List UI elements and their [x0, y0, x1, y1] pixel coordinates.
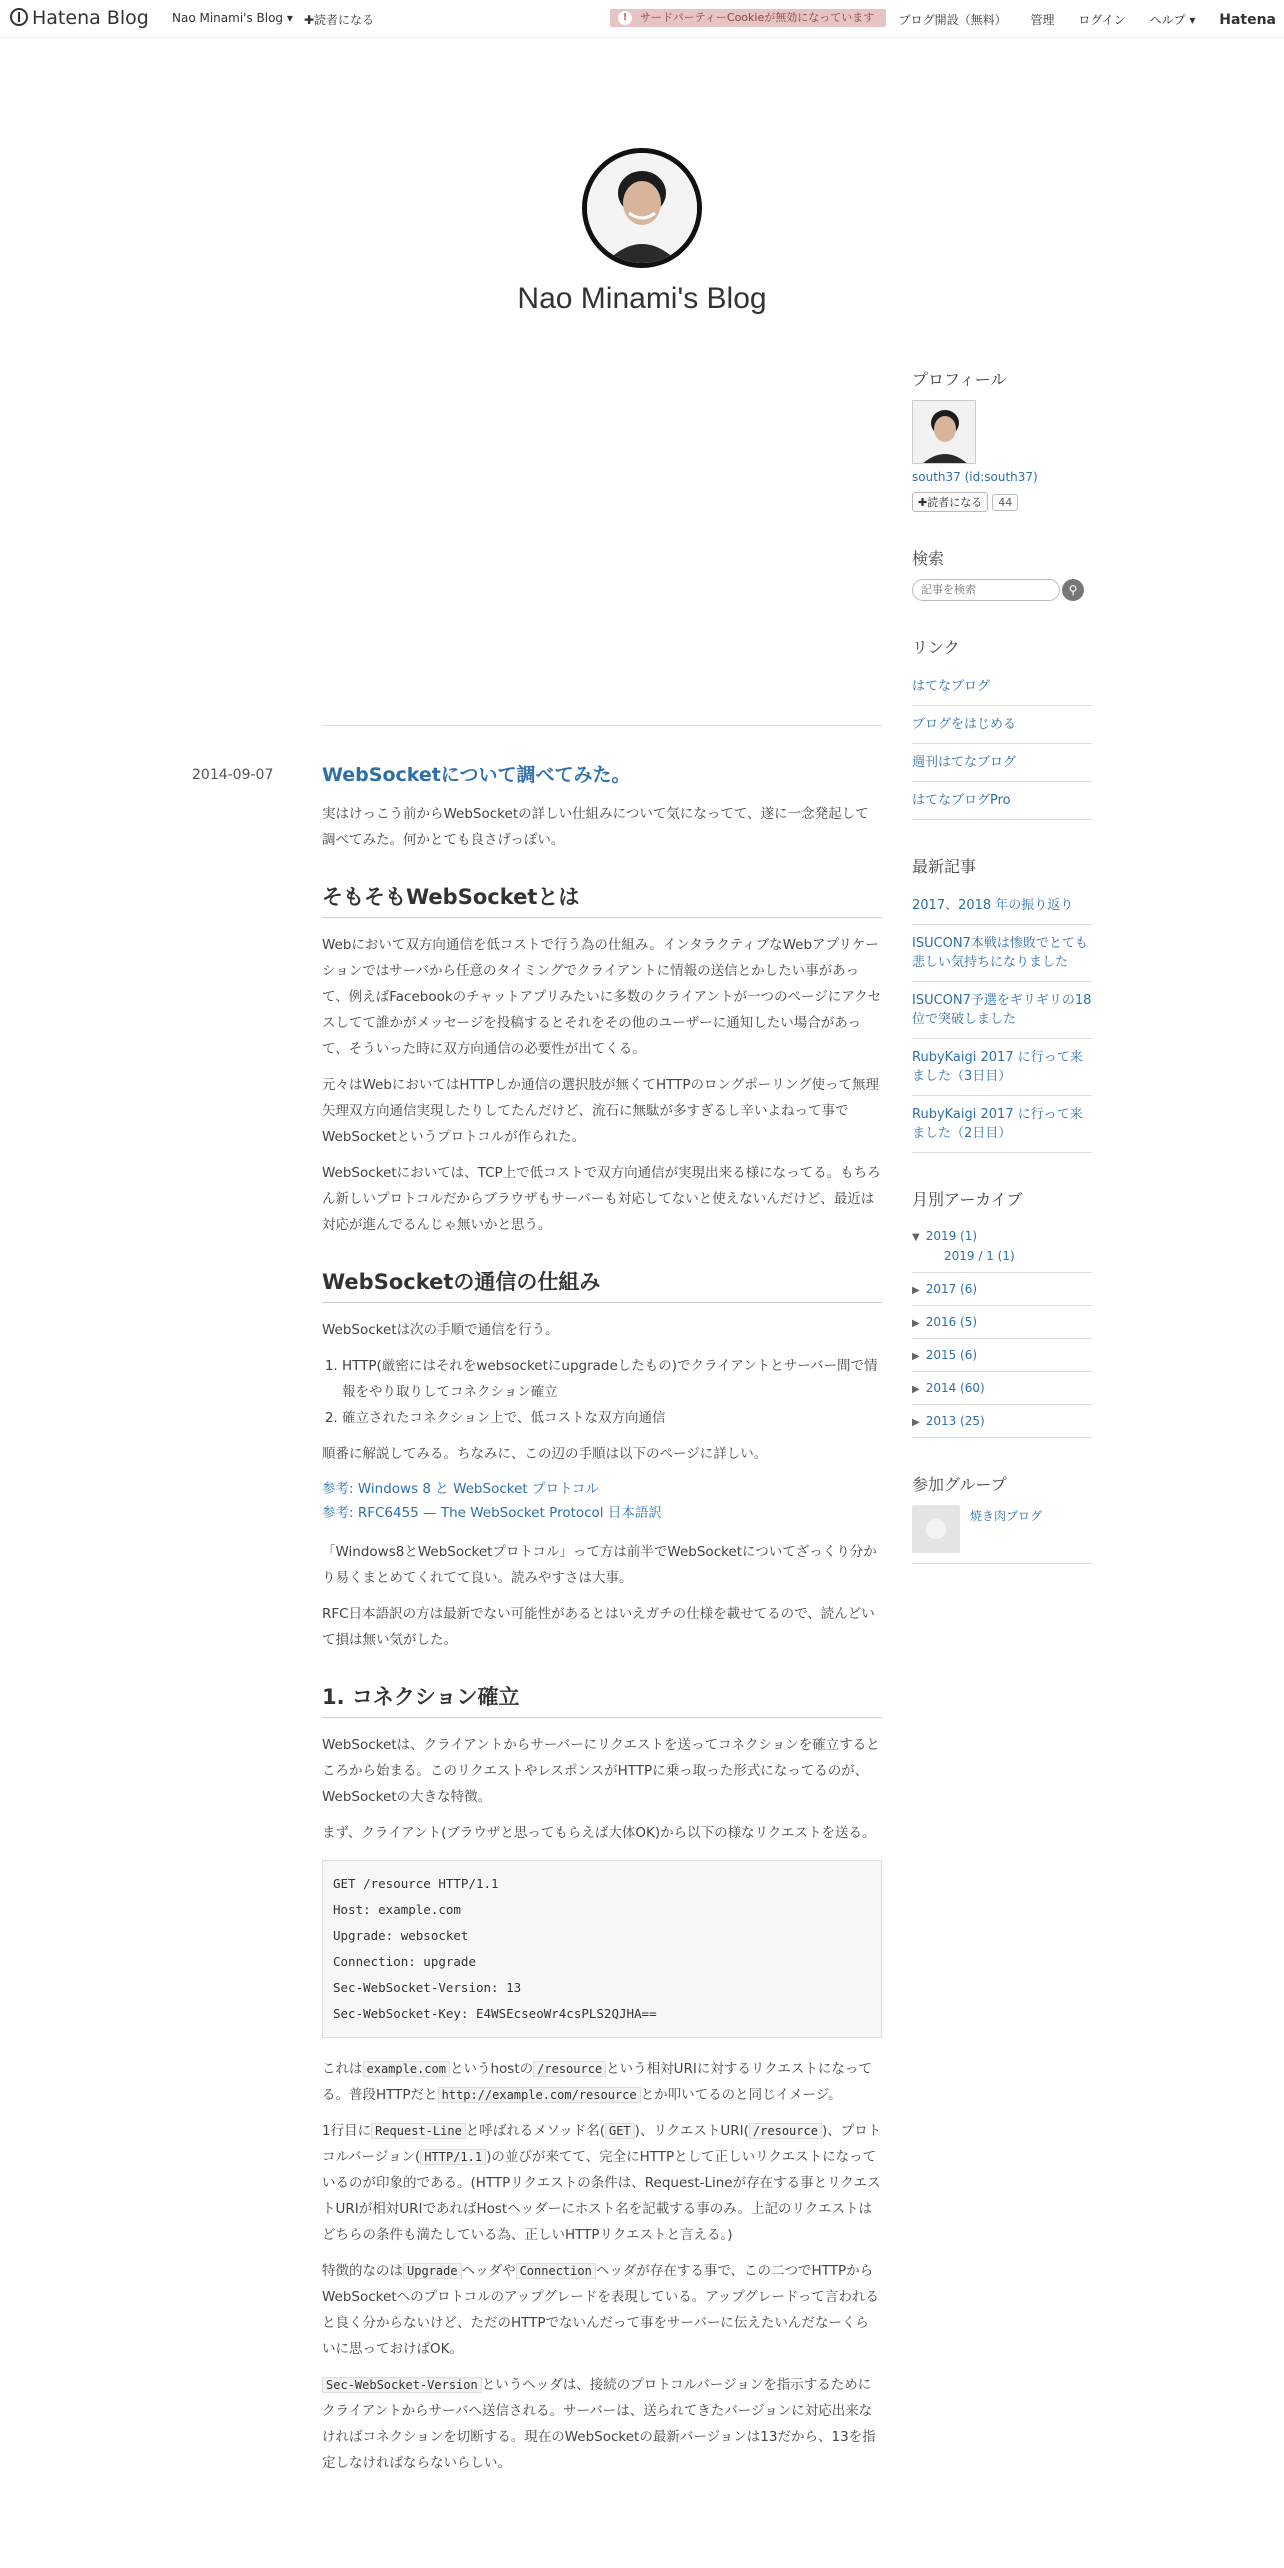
link-item[interactable]: ブログをはじめる [912, 706, 1092, 744]
cookie-notice[interactable] [610, 9, 886, 27]
entry-content [322, 760, 882, 2486]
archive-year[interactable]: ▶ 2014 (60) [912, 1372, 1092, 1405]
triangle-right-icon: ▶ [912, 1384, 920, 1395]
profile-avatar[interactable] [912, 400, 976, 464]
search-input[interactable] [912, 579, 1060, 601]
group-link[interactable]: 焼き肉ブログ [970, 1509, 1043, 1523]
logo-text: Hatena Blog [32, 7, 149, 29]
search-icon[interactable]: ⚲ [1062, 579, 1084, 601]
hatena-logo-icon [10, 8, 28, 26]
reference-link-rfc6455[interactable]: 参考: RFC6455 — The WebSocket Protocol 日本語訳 [322, 1505, 662, 1521]
list-item: 2. 確立されたコネクション上で、低コストな双方向通信 [342, 1405, 882, 1431]
inline-code: GET [605, 2123, 635, 2139]
reference-link-windows8[interactable]: 参考: Windows 8 と WebSocket プロトコル [322, 1481, 599, 1497]
recent-post-link[interactable]: ISUCON7予選をギリギリの18位で突破しました [912, 982, 1092, 1039]
section-heading: 1. コネクション確立 [322, 1681, 882, 1718]
recent-post-link[interactable]: ISUCON7本戦は惨敗でとても悲しい気持ちになりました [912, 925, 1092, 982]
module-heading: 参加グループ [912, 1475, 1007, 1494]
paragraph: まず、クライアント(ブラウザと思ってもらえば大体OK)から以下の様なリクエストを送る。 [322, 1825, 876, 1841]
inline-code: Request-Line [371, 2123, 466, 2139]
archive-year[interactable]: ▶ 2013 (25) [912, 1405, 1092, 1438]
start-blog-link[interactable]: ブログ開設（無料） [898, 13, 1007, 27]
follow-button[interactable]: ✚読者になる [912, 492, 988, 512]
blog-avatar[interactable] [582, 148, 702, 268]
entry-date[interactable]: 2014-09-07 [192, 767, 274, 783]
code-line: Sec-WebSocket-Key: E4WSEcseoWr4csPLS2QJHA== [333, 2006, 657, 2021]
triangle-right-icon: ▶ [912, 1285, 920, 1296]
code-line: Upgrade: websocket [333, 1928, 469, 1943]
paragraph: Sec-WebSocket-Version というヘッダは、接続のプロトコルバージョンを指示するためにクライアントからサーバへ送信される。サーバーは、送られてきたバージョンに対応出来なければコネクションを切断する。現在のWebSocketの最新バージョンは13だから、13を指定しなければならないらしい。 [322, 2377, 876, 2471]
manage-link[interactable]: 管理 [1030, 13, 1055, 27]
archive-year[interactable]: ▶ 2017 (6) [912, 1273, 1092, 1306]
subscribe-button[interactable]: ✚読者になる [304, 13, 375, 27]
paragraph: Webにおいて双方向通信を低コストで行う為の仕組み。インタラクティブなWebアプリケーションではサーバから任意のタイミングでクライアントに情報の送信とかしたい事があって、例えばFacebookのチャットアプリみたいに多数のクライアントが一つのページにアクセスしてて誰かがメッセージを投稿するとそれをその他のユーザーに通知したい場合があって、そういった時に双方向通信の必要性が出てくる。 [322, 937, 882, 1057]
login-link[interactable]: ログイン [1078, 13, 1126, 27]
archive-year[interactable]: ▶ 2015 (6) [912, 1339, 1092, 1372]
inline-code: Sec-WebSocket-Version [322, 2377, 482, 2393]
recent-posts-module [912, 854, 1092, 1153]
archive-month-link[interactable]: 2019 / 1 (1) [944, 1249, 1015, 1263]
archive-year-2019[interactable]: ▼ 2019 (1) 2019 / 1 (1) [912, 1220, 1092, 1273]
paragraph: 特徴的なのは Upgrade ヘッダや Connection ヘッダが存在する事で、この二つでHTTPからWebSocketへのプロトコルのアップグレードを表現している。アップグレードって言われると良く分からないけど、ただのHTTPでないんだって事をサーバーに伝えたいんだなーくらいに思っておけばOK。 [322, 2263, 879, 2357]
link-item[interactable]: 週刊はてなブログ [912, 744, 1092, 782]
archive-module [912, 1187, 1092, 1438]
paragraph: これは example.com というhostの /resource という相対URIに対するリクエストになってる。普段HTTPだと http://example.com/resource とか叩いてるのと同じイメージ。 [322, 2061, 872, 2103]
paragraph: WebSocketは次の手順で通信を行う。 [322, 1322, 559, 1338]
paragraph: 「Windows8とWebSocketプロトコル」って方は前半でWebSocketについてざっくり分かり易くまとめてくれてて良い。読みやすさは大事。 [322, 1544, 877, 1586]
hatena-link[interactable]: Hatena [1219, 12, 1276, 28]
hatena-blog-logo[interactable] [10, 7, 149, 29]
triangle-right-icon: ▶ [912, 1417, 920, 1428]
divider [322, 725, 882, 726]
inline-code: http://example.com/resource [438, 2087, 641, 2103]
paragraph: WebSocketにおいては、TCP上で低コストで双方向通信が実現出来る様になってる。もちろん新しいプロトコルだからブラウザもサーバーも対応してないと使えないんだけど、最近は対応が進んでるんじゃ無いかと思う。 [322, 1165, 881, 1233]
recent-post-link[interactable]: 2017、2018 年の振り返り [912, 887, 1092, 925]
steps-list [322, 1353, 882, 1431]
follower-count[interactable]: 44 [992, 494, 1018, 511]
module-heading: 月別アーカイブ [912, 1190, 1023, 1209]
paragraph: 元々はWebにおいてはHTTPしか通信の選択肢が無くてHTTPのロングポーリング使って無理矢理双方向通信実現したりしてたんだけど、流石に無駄が多すぎるし辛いよねって事でWebSocketというプロトコルが作られた。 [322, 1077, 879, 1145]
links-module [912, 635, 1092, 820]
inline-code: /resource [533, 2061, 606, 2077]
inline-code: /resource [749, 2123, 822, 2139]
inline-code: Connection [516, 2263, 596, 2279]
profile-module [912, 367, 1092, 512]
top-right-menu [879, 11, 1276, 28]
inline-code: example.com [363, 2061, 450, 2077]
paragraph: WebSocketは、クライアントからサーバーにリクエストを送ってコネクションを確立するところから始まる。このリクエストやレスポンスがHTTPに乗っ取った形式になってるのが、WebSocketの大きな特徴。 [322, 1737, 880, 1805]
top-navigation-bar [0, 0, 1284, 38]
inline-code: Upgrade [403, 2263, 462, 2279]
triangle-right-icon: ▶ [912, 1318, 920, 1329]
blog-title[interactable]: Nao Minami's Blog [517, 282, 767, 315]
module-heading: 検索 [912, 549, 945, 568]
entry-title[interactable]: WebSocketについて調べてみた。 [322, 764, 631, 786]
profile-id-link[interactable]: south37 (id:south37) [912, 470, 1038, 484]
search-module [912, 546, 1092, 601]
group-icon[interactable] [912, 1505, 960, 1553]
groups-module [912, 1472, 1092, 1564]
warning-icon: ! [618, 11, 632, 25]
paragraph: 1行目に Request-Line と呼ばれるメソッド名( GET )、リクエストURI( /resource )、プロトコルバージョン( HTTP/1.1 )の並びが来てて、完全にHTTPとして正しいリクエストになっているのが印象的である。(HTTPリクエストの条件は、Request-Lineが存在する事とリクエストURIが相対URIであればHostヘッダーにホスト名を記載する事のみ。上記のリクエストはどちらの条件も満たしている為、正しいHTTPリクエストと言える。) [322, 2123, 882, 2243]
code-line: Host: example.com [333, 1902, 461, 1917]
cookie-notice-text: サードパーティーCookieが無効になっています [640, 11, 875, 24]
list-item: 1. HTTP(厳密にはそれをwebsocketにupgradeしたもの)でクライアントとサーバー間で情報をやり取りしてコネクション確立 [342, 1353, 882, 1405]
code-block [322, 1860, 882, 2038]
link-item[interactable]: はてなブログPro [912, 782, 1092, 820]
paragraph: RFC日本語訳の方は最新でない可能性があるとはいえガチの仕様を載せてるので、読んどいて損は無い気がした。 [322, 1606, 875, 1648]
recent-post-link[interactable]: RubyKaigi 2017 に行って来ました（3日目） [912, 1039, 1092, 1096]
link-item[interactable]: はてなブログ [912, 668, 1092, 706]
inline-code: HTTP/1.1 [420, 2149, 486, 2165]
archive-year[interactable]: ▶ 2016 (5) [912, 1306, 1092, 1339]
blog-menu-dropdown[interactable]: Nao Minami's Blog ▾ [172, 11, 293, 25]
code-line: Sec-WebSocket-Version: 13 [333, 1980, 522, 1995]
section-heading: そもそもWebSocketとは [322, 881, 882, 918]
entry-intro: 実はけっこう前からWebSocketの詳しい仕組みについて気になってて、遂に一念発起して調べてみた。何かとても良さげっぽい。 [322, 806, 869, 848]
profile-photo [913, 401, 976, 464]
sidebar [912, 367, 1092, 1598]
avatar-photo [587, 153, 697, 263]
section-heading: WebSocketの通信の仕組み [322, 1266, 882, 1303]
module-heading: プロフィール [912, 370, 1007, 389]
module-heading: リンク [912, 638, 960, 657]
help-dropdown[interactable]: ヘルプ ▾ [1149, 13, 1196, 27]
module-heading: 最新記事 [912, 857, 977, 876]
triangle-down-icon: ▼ [912, 1232, 920, 1243]
paragraph: 順番に解説してみる。ちなみに、この辺の手順は以下のページに詳しい。 [322, 1446, 768, 1462]
recent-post-link[interactable]: RubyKaigi 2017 に行って来ました（2日目） [912, 1096, 1092, 1153]
code-line: Connection: upgrade [333, 1954, 476, 1969]
code-line: GET /resource HTTP/1.1 [333, 1876, 499, 1891]
triangle-right-icon: ▶ [912, 1351, 920, 1362]
